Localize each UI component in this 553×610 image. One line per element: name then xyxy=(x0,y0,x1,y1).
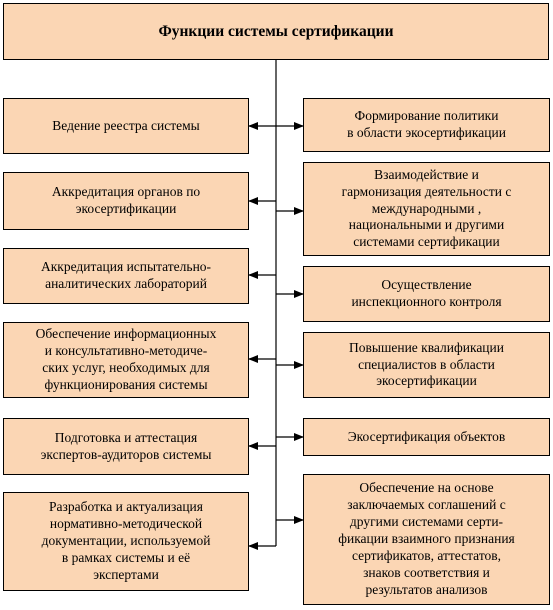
right-box-3: Осуществление инспекционного контроля xyxy=(303,266,550,322)
right-box-6: Обеспечение на основе заключаемых соглашений с другими системами серти- фикации взаимного признания сертификатов, аттестатов, знаков соответствия и результатов анализов xyxy=(303,474,550,605)
right-box-2: Взаимодействие и гармонизация деятельности с международными , национальными и другими системами сертификации xyxy=(303,162,550,256)
left-box-4: Обеспечение информационных и консультативно-методиче- ских услуг, необходимых для функционирования системы xyxy=(3,322,249,398)
left-box-2: Аккредитация органов по экосертификации xyxy=(3,172,249,230)
left-box-3: Аккредитация испытательно- аналитических лабораторий xyxy=(3,248,249,304)
left-box-1: Ведение реестра системы xyxy=(3,98,249,154)
left-box-6: Разработка и актуализация нормативно-методической документации, используемой в рамках системы и её экспертами xyxy=(3,492,249,591)
diagram-title: Функции системы сертификации xyxy=(3,3,549,60)
right-box-5: Экосертификация объектов xyxy=(303,418,550,456)
left-box-5: Подготовка и аттестация экспертов-аудиторов системы xyxy=(3,418,249,475)
right-box-1: Формирование политики в области экосертификации xyxy=(303,98,550,152)
right-box-4: Повышение квалификации специалистов в области экосертификации xyxy=(303,332,550,398)
